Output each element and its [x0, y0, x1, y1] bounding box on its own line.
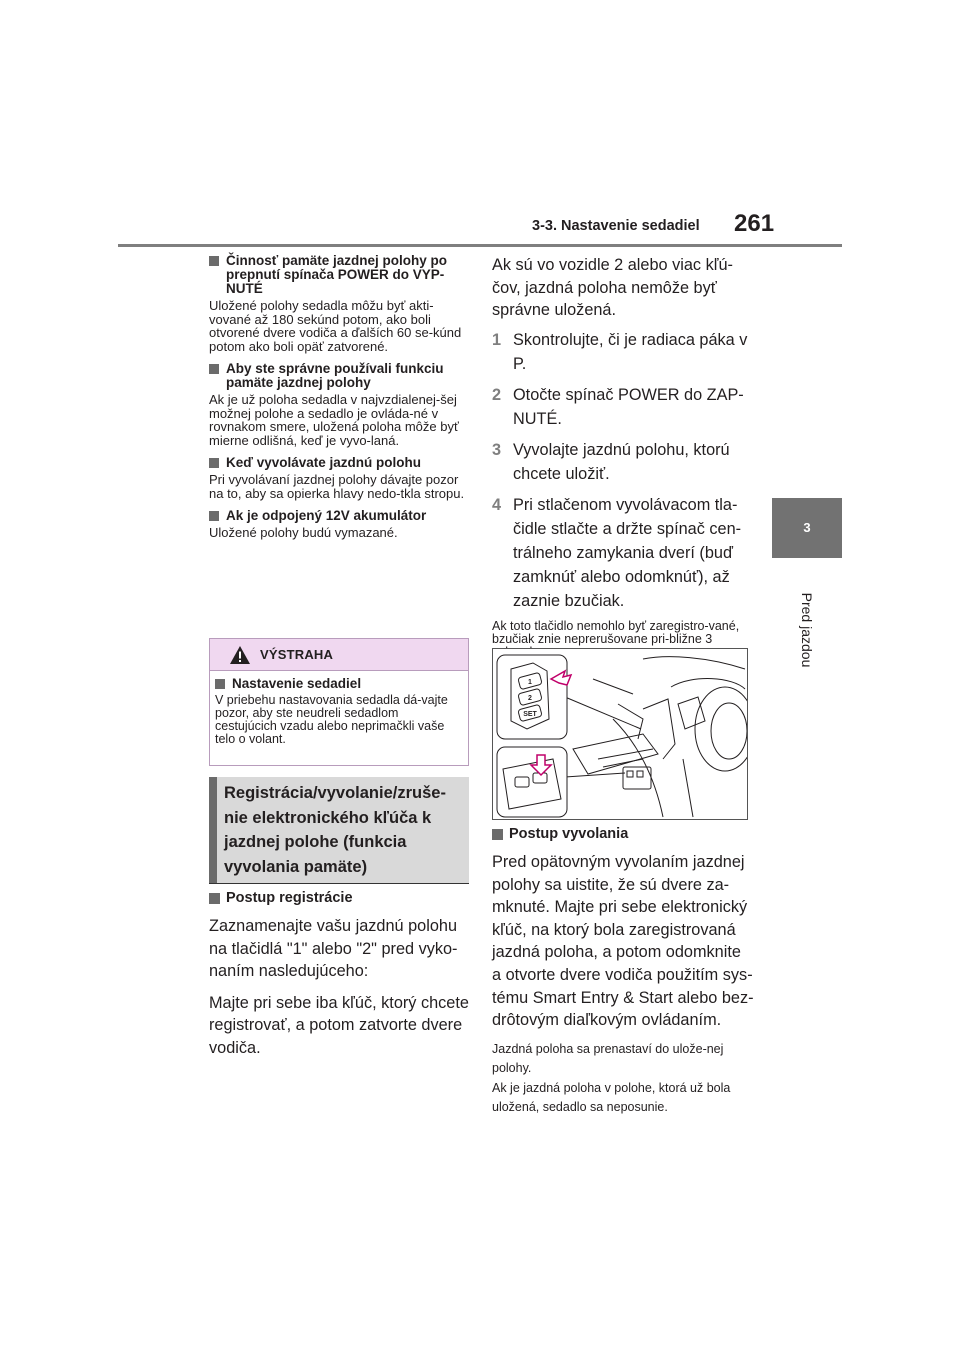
- step-text: Otočte spínač POWER do ZAP-NUTÉ.: [513, 385, 744, 428]
- note-text: Ak je už poloha sedadla v najvzdialenej-šej možnej polohe a sedadlo je ovláda-né v rovnakom smere, uložená poloha môže byť mierne odlišná, keď je vyvo-laná.: [209, 392, 459, 448]
- set-button-label: SET: [523, 711, 537, 718]
- step-text: Vyvolajte jazdnú polohu, ktorú chcete uložiť.: [513, 440, 730, 483]
- button-2-label: 2: [528, 695, 532, 702]
- step-text: Skontrolujte, či je radiaca páka v P.: [513, 330, 748, 373]
- warning-title: VÝSTRAHA: [260, 647, 334, 662]
- warning-triangle-icon: [229, 645, 251, 665]
- step-number: 4: [492, 495, 502, 514]
- warning-body: [210, 671, 468, 746]
- door-switch-illustration: [492, 648, 748, 820]
- intro-paragraph: Ak sú vo vozidle 2 alebo viac kľú-čov, jazdná poloha nemôže byť správne uložená.: [492, 256, 733, 320]
- note-heading: Aby ste správne používali funkciu pamäte jazdnej polohy: [209, 362, 471, 390]
- step-item: [492, 328, 754, 376]
- registration-paragraph: Majte pri sebe iba kľúč, ktorý chcete registrovať, a potom zatvorte dvere vodiča.: [209, 993, 469, 1057]
- note-block: [209, 254, 471, 353]
- square-bullet-icon: [492, 829, 503, 840]
- chapter-tab: 3: [772, 498, 842, 558]
- warning-header: [210, 639, 468, 671]
- note-text: Uložené polohy budú vymazané.: [209, 525, 398, 540]
- square-bullet-icon: [209, 893, 220, 904]
- registration-heading: Postup registrácie: [209, 890, 471, 906]
- note-heading: Keď vyvolávate jazdnú polohu: [209, 456, 471, 470]
- square-bullet-icon: [209, 256, 219, 266]
- step-number: 1: [492, 330, 502, 349]
- page-number: 261: [734, 210, 775, 237]
- chapter-side-label: [772, 570, 842, 690]
- step-text: Pri stlačenom vyvolávacom tla-čidle stlačte a držte spínač cen-trálneho zamykania dverí (buď zamknúť alebo odomknúť), až zaznie bzučiak.: [513, 495, 742, 610]
- section-heading-box: [209, 777, 469, 883]
- note-block: [209, 362, 471, 447]
- step-note: Ak toto tlačidlo nemohlo byť zaregistro-vané, bzučiak znie neprerušovane pri-bližne 3: [492, 618, 740, 646]
- recall-note: Ak je jazdná poloha v polohe, ktorá už bola uložená, sedadlo sa neposunie.: [492, 1080, 731, 1115]
- warning-heading: Nastavenie sedadiel: [215, 677, 463, 691]
- left-notes: [209, 254, 471, 549]
- step-item: [492, 438, 754, 486]
- note-heading: Činnosť pamäte jazdnej polohy po prepnutí spínača POWER do VYP-NUTÉ: [209, 254, 471, 296]
- step-item: [492, 493, 754, 613]
- section-title: 3-3. Nastavenie sedadiel: [532, 218, 700, 234]
- chapter-label: Pred jazdou: [799, 592, 815, 668]
- note-block: [209, 509, 471, 540]
- square-bullet-icon: [215, 679, 225, 689]
- square-bullet-icon: [209, 511, 219, 521]
- recall-section: [492, 826, 754, 1118]
- recall-paragraph: Pred opätovným vyvolaním jazdnej polohy sa uistite, že sú dvere za-mknuté. Majte pri sebe elektronický kľúč, na ktorý bola zaregistrovaná jazdná poloha, a potom odomknite a otvorte dvere vodiča použitím sys-tému Smart Entry & Start alebo bez-drôtovým diaľkovým ovládaním.: [492, 853, 754, 1030]
- recall-note: Jazdná poloha sa prenastaví do ulože-nej polohy.: [492, 1041, 724, 1076]
- note-heading: Ak je odpojený 12V akumulátor: [209, 509, 471, 523]
- note-block: [209, 456, 471, 500]
- square-bullet-icon: [209, 364, 219, 374]
- header-divider: [118, 244, 842, 247]
- registration-paragraph: Zaznamenajte vašu jazdnú polohu na tlačidlá "1" alebo "2" pred vyko-naním nasledujúceho:: [209, 917, 458, 981]
- illustration-drawing: [493, 649, 747, 819]
- section-heading: Registrácia/vyvolanie/zruše-nie elektronického kľúča k jazdnej polohe (funkcia vyvolania pamäte): [224, 784, 446, 876]
- right-column: [492, 254, 754, 659]
- heading-underline: [209, 883, 469, 884]
- warning-text: V priebehu nastavovania sedadla dá-vajte pozor, aby ste neudreli sedadlom cestujúcich vzadu alebo neprimačkli vaše telo o volant.: [215, 693, 448, 746]
- note-text: Uložené polohy sedadla môžu byť akti-vované až 180 sekúnd potom, ako boli otvorené dvere vodiča a ďalších 60 se-kúnd potom ako boli opäť zatvorené.: [209, 298, 462, 354]
- button-1-label: 1: [528, 679, 532, 686]
- note-text: Pri vyvolávaní jazdnej polohy dávajte pozor na to, aby sa opierka hlavy nedo-tkla stropu.: [209, 472, 465, 501]
- warning-box: [209, 638, 469, 766]
- step-list: [492, 328, 754, 613]
- step-number: 3: [492, 440, 502, 459]
- square-bullet-icon: [209, 458, 219, 468]
- recall-heading: Postup vyvolania: [492, 826, 754, 842]
- registration-section: [209, 890, 471, 1069]
- step-number: 2: [492, 385, 502, 404]
- heading-accent-bar: [209, 777, 217, 883]
- step-item: [492, 383, 754, 431]
